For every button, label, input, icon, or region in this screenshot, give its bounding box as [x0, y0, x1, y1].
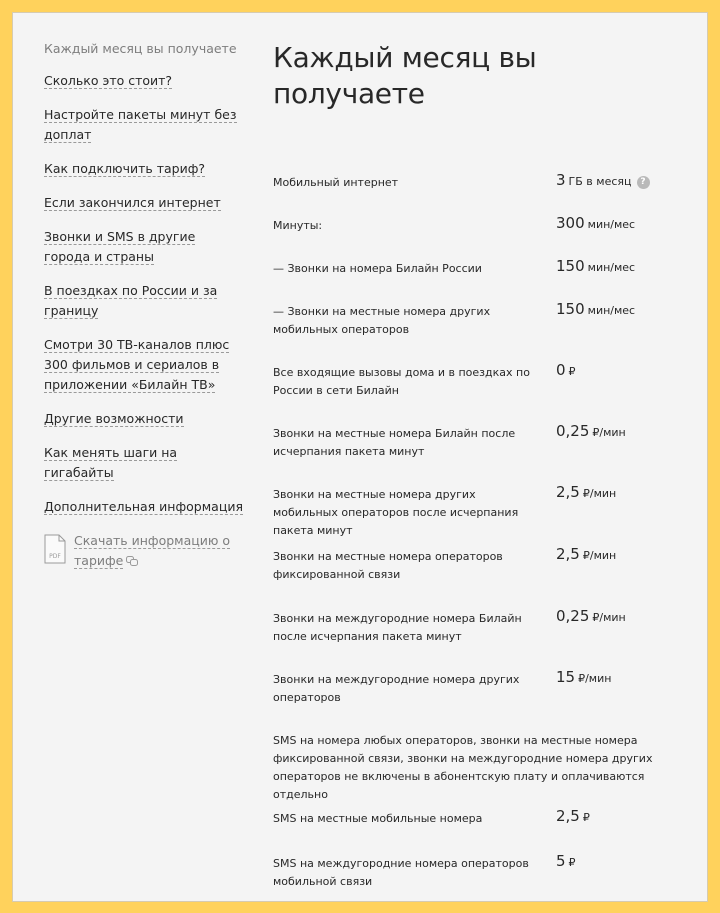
value-unit: мин/мес: [587, 304, 636, 317]
main-content: [273, 40, 693, 888]
value-number: 0,25: [556, 422, 590, 440]
value-number: 2,5: [556, 545, 580, 563]
row-value: [556, 360, 576, 379]
row-label: — Звонки на номера Билайн России: [273, 262, 482, 275]
value-unit: ₽/мин: [578, 672, 612, 685]
sidebar-item-label: Каждый месяц вы получаете: [44, 41, 237, 56]
row-value: [556, 544, 616, 563]
sidebar-item-tv[interactable]: [44, 335, 244, 395]
sidebar-item-monthly: [44, 39, 244, 59]
value-number: 2,5: [556, 483, 580, 501]
sidebar-item-label[interactable]: Как подключить тариф?: [44, 161, 206, 176]
sidebar-item-other[interactable]: [44, 409, 244, 429]
row-label: Звонки на местные номера Билайн после исчерпания пакета минут: [273, 427, 516, 458]
download-tariff-link[interactable]: [44, 531, 244, 571]
value-number: 15: [556, 668, 576, 686]
sidebar-item-connect[interactable]: [44, 159, 244, 179]
sidebar-item-label[interactable]: Как менять шаги на гигабайты: [44, 445, 178, 480]
value-number: 0,25: [556, 607, 590, 625]
sidebar-item-cost[interactable]: [44, 71, 244, 91]
value-number: 300: [556, 214, 585, 232]
row-value: [556, 851, 576, 870]
value-unit: мин/мес: [587, 261, 636, 274]
sidebar-item-label[interactable]: Смотри 30 ТВ-каналов плюс 300 фильмов и сериалов в приложении «Билайн ТВ»: [44, 337, 230, 392]
page-title: Каждый месяц вы получаете: [273, 41, 537, 110]
value-unit: ₽: [568, 365, 576, 378]
row-value: [556, 667, 611, 686]
row-value: [556, 256, 635, 275]
sidebar-item-label[interactable]: Звонки и SMS в другие города и страны: [44, 229, 196, 264]
sidebar-nav: [44, 39, 244, 571]
value-unit: ₽/мин: [582, 487, 617, 500]
value-number: 2,5: [556, 807, 580, 825]
value-number: 0: [556, 361, 566, 379]
row-value: [556, 299, 635, 318]
sidebar-item-label[interactable]: Дополнительная информация: [44, 499, 243, 514]
row-label: Минуты:: [273, 219, 323, 232]
value-number: 150: [556, 300, 585, 318]
sidebar-item-internet-over[interactable]: [44, 193, 244, 213]
row-value: [556, 170, 650, 189]
row-label: SMS на местные мобильные номера: [273, 812, 483, 825]
row-label: Все входящие вызовы дома и в поездках по России в сети Билайн: [273, 366, 530, 397]
row-value: [556, 482, 616, 501]
sms-note: SMS на номера любых операторов, звонки на местные номера фиксированной связи, звонки на междугородние номера других операторов не включены в абонентскую плату и оплачиваются отдельно: [273, 734, 653, 801]
row-label: Звонки на местные номера операторов фиксированной связи: [273, 550, 503, 581]
sidebar-item-travel[interactable]: [44, 281, 244, 321]
sidebar-item-label[interactable]: В поездках по России и за границу: [44, 283, 218, 318]
value-unit: ₽: [582, 811, 590, 824]
sidebar-item-additional[interactable]: [44, 497, 244, 517]
row-value: [556, 806, 590, 825]
value-number: 3: [556, 171, 566, 189]
pdf-icon: [44, 534, 66, 564]
row-value: [556, 213, 635, 232]
sidebar-item-gigabytes[interactable]: [44, 443, 244, 483]
value-unit: мин/мес: [587, 218, 636, 231]
sidebar-item-minute-packages[interactable]: [44, 105, 244, 145]
content-panel: [12, 12, 708, 902]
sidebar-item-label[interactable]: Настройте пакеты минут без доплат: [44, 107, 237, 142]
row-label: SMS на междугородние номера операторов мобильной связи: [273, 857, 529, 888]
sidebar-item-label[interactable]: Другие возможности: [44, 411, 184, 426]
row-value: [556, 606, 626, 625]
chat-bubbles-icon: [126, 556, 138, 566]
row-label: Звонки на междугородние номера других операторов: [273, 673, 520, 704]
value-unit: ₽/мин: [592, 611, 626, 624]
value-unit: ₽/мин: [582, 549, 617, 562]
value-number: 150: [556, 257, 585, 275]
value-number: 5: [556, 852, 566, 870]
help-icon[interactable]: ?: [637, 176, 650, 189]
value-unit: ₽: [568, 856, 576, 869]
row-label: Мобильный интернет: [273, 176, 399, 189]
row-label: — Звонки на местные номера других мобильных операторов: [273, 305, 491, 336]
sidebar-item-label[interactable]: Сколько это стоит?: [44, 73, 173, 88]
sidebar-item-label[interactable]: Если закончился интернет: [44, 195, 221, 210]
download-label[interactable]: Скачать информацию о тарифе: [74, 533, 231, 568]
row-label: Звонки на местные номера других мобильных операторов после исчерпания пакета минут: [273, 488, 519, 537]
row-value: [556, 421, 626, 440]
value-unit: ₽/мин: [592, 426, 626, 439]
svg-text:PDF: PDF: [49, 553, 61, 560]
value-unit: ГБ в месяц: [568, 175, 632, 188]
sidebar-item-calls-sms[interactable]: [44, 227, 244, 267]
row-label: Звонки на междугородние номера Билайн после исчерпания пакета минут: [273, 612, 522, 643]
